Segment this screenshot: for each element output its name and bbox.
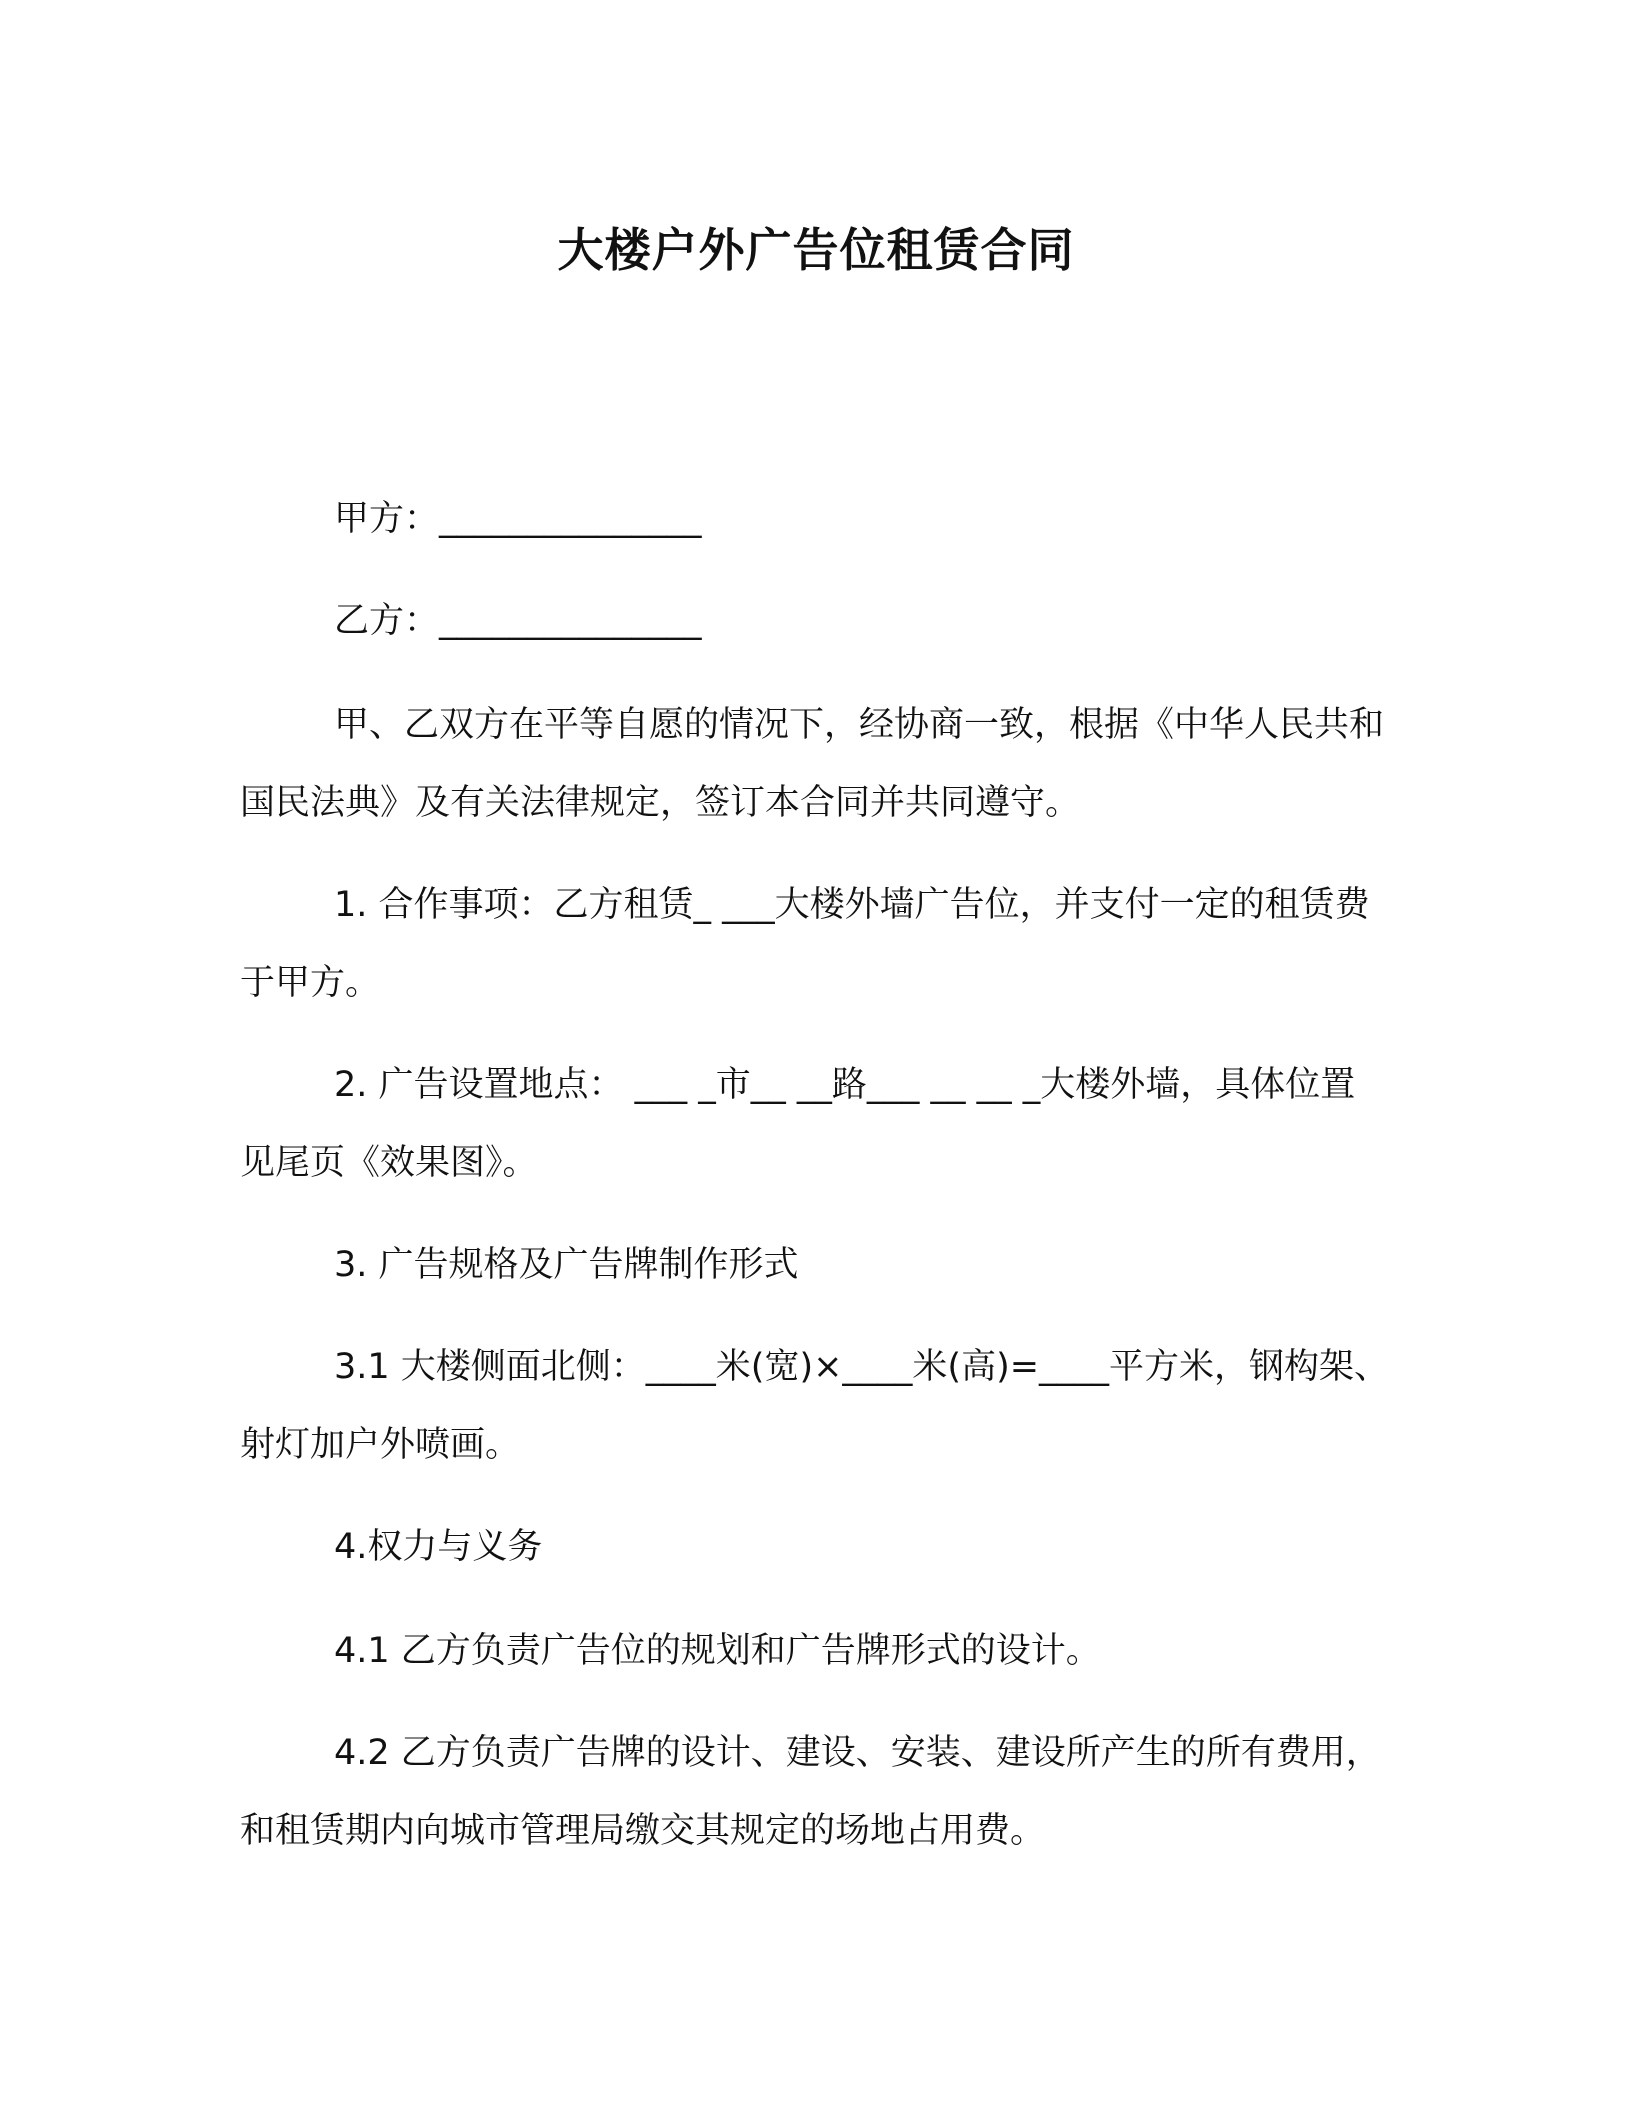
- clause-3-heading: 3. 广告规格及广告牌制作形式: [334, 1245, 799, 1285]
- intro-paragraph: 甲、乙双方在平等自愿的情况下，经协商一致，根据《中华人民共和国民法典》及有关法律规定，签订本合同并共同遵守。: [240, 705, 1385, 823]
- clause-1-paragraph: 1. 合作事项：乙方租赁_ ___大楼外墙广告位，并支付一定的租赁费于甲方。: [240, 885, 1370, 1003]
- document-title: 大楼户外广告位租赁合同: [557, 223, 1075, 277]
- clause-4-heading: 4.权力与义务: [334, 1527, 543, 1567]
- clause-4-1-paragraph: 4.1 乙方负责广告位的规划和广告牌形式的设计。: [334, 1631, 1101, 1671]
- clause-2-paragraph: 2. 广告设置地点： ___ _市__ __路___ __ __ _大楼外墙，具体位置见尾页《效果图》。: [240, 1065, 1356, 1183]
- party-a-line: 甲方：_______________: [334, 499, 702, 539]
- clause-3-1-paragraph: 3.1 大楼侧面北侧：____米(宽)×____米(高)=____平方米，钢构架、射灯加户外喷画。: [240, 1347, 1390, 1465]
- clause-4-2-paragraph: 4.2 乙方负责广告牌的设计、建设、安装、建设所产生的所有费用，和租赁期内向城市管理局缴交其规定的场地占用费。: [240, 1733, 1381, 1851]
- party-b-line: 乙方：_______________: [334, 601, 702, 641]
